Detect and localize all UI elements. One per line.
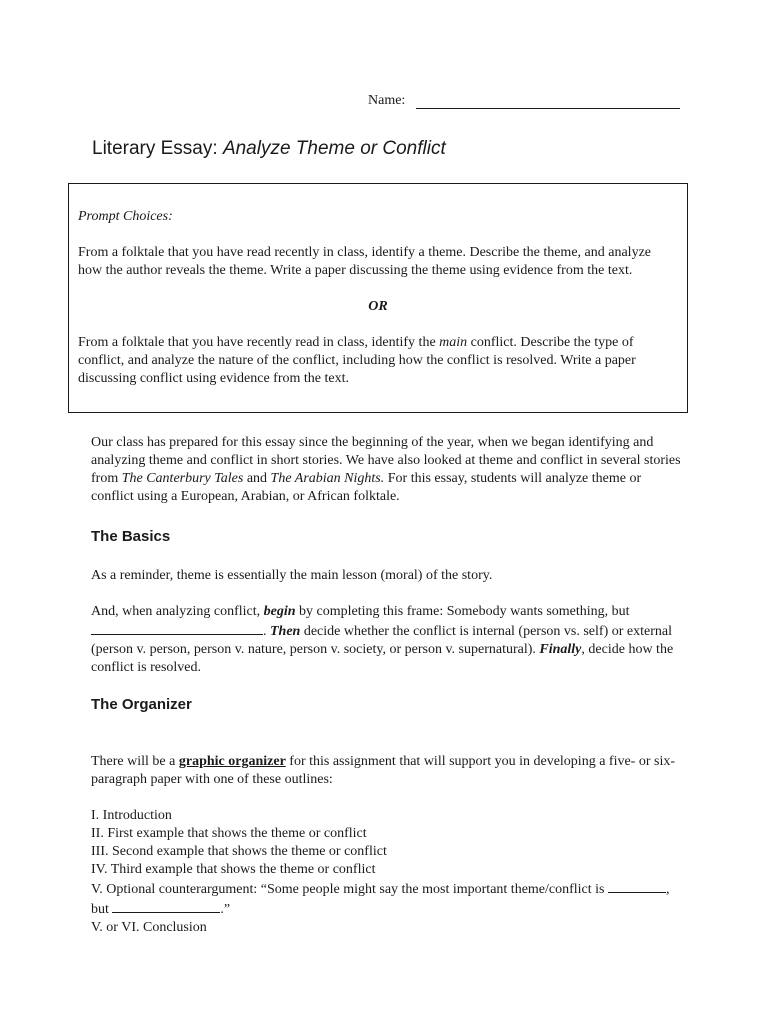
intro-part3: For this essay, students will analyze theme or conflict using a European, Arabian, or African folktale. bbox=[91, 471, 642, 504]
intro-part1: Our class has prepared for this essay since the beginning of the year, when we began identifying and analyzing theme and conflict in short stories. We have also looked at theme and conflict in several stories from bbox=[91, 435, 681, 486]
counter-text-a: V. Optional counterargument: “Some people might say the most important theme/conflict is bbox=[91, 882, 608, 897]
counter-blank-1[interactable] bbox=[608, 879, 666, 893]
name-field[interactable] bbox=[368, 93, 680, 113]
conflict-text-4: decide whether the conflict is internal (person vs. self) or external (person v. person, person v. nature, person v. society, or person v. supernatural). bbox=[91, 624, 672, 657]
choice-two-after: conflict. Describe the type of conflict, and analyze the nature of the conflict, including how the conflict is resolved. Write a paper discussing conflict using evidence from the text. bbox=[78, 335, 636, 386]
finally-emphasis: Finally bbox=[539, 642, 582, 657]
then-emphasis: Then bbox=[270, 624, 301, 639]
organizer-text-2: for this assignment that will support you in developing a five- or six-paragraph paper with one of these outlines: bbox=[91, 754, 675, 787]
title-italic: Analyze Theme or Conflict bbox=[222, 138, 446, 159]
conflict-text-3: . bbox=[263, 624, 270, 639]
graphic-organizer-link[interactable]: graphic organizer bbox=[178, 754, 286, 769]
work-title-arabian: The Arabian Nights. bbox=[270, 471, 385, 486]
outline-item: II. First example that shows the theme or conflict bbox=[91, 826, 367, 841]
name-blank-line[interactable] bbox=[416, 108, 680, 109]
essay-outline bbox=[91, 807, 683, 937]
name-label: Name: bbox=[368, 93, 406, 108]
outline-item: IV. Third example that shows the theme or conflict bbox=[91, 862, 376, 877]
prompt-heading: Prompt Choices: bbox=[78, 209, 173, 224]
choice-two-before: From a folktale that you have recently read in class, identify the bbox=[78, 335, 440, 350]
conflict-text-2: by completing this frame: Somebody wants something, but bbox=[295, 604, 630, 619]
prompt-choice-two bbox=[78, 334, 678, 388]
conflict-text-1: And, when analyzing conflict, bbox=[91, 604, 264, 619]
choice-two-italic: main bbox=[439, 335, 468, 350]
section-heading-basics: The Basics bbox=[91, 528, 171, 545]
page-title bbox=[92, 138, 446, 160]
prompt-separator: OR bbox=[368, 299, 388, 314]
conflict-text-5: , decide how the conflict is resolved. bbox=[91, 642, 674, 675]
work-title-canterbury: The Canterbury Tales bbox=[121, 471, 244, 486]
counter-text-c: .” bbox=[220, 902, 231, 917]
outline-item-counterargument bbox=[91, 879, 683, 919]
organizer-text-1: There will be a bbox=[91, 754, 179, 769]
reminder-text: As a reminder, theme is essentially the main lesson (moral) of the story. bbox=[91, 568, 493, 583]
but-blank-line[interactable] bbox=[91, 621, 263, 635]
begin-emphasis: begin bbox=[263, 604, 296, 619]
intro-paragraph bbox=[91, 434, 683, 506]
title-prefix: Literary Essay: bbox=[92, 138, 223, 159]
counter-text-b: , but bbox=[91, 882, 670, 917]
basics-reminder bbox=[91, 567, 683, 585]
basics-conflict-paragraph bbox=[91, 603, 683, 677]
intro-part2: and bbox=[243, 471, 271, 486]
counter-blank-2[interactable] bbox=[112, 899, 220, 913]
section-heading-organizer: The Organizer bbox=[91, 696, 192, 713]
prompt-choices-box bbox=[68, 183, 688, 413]
outline-item: I. Introduction bbox=[91, 808, 172, 823]
outline-item: III. Second example that shows the theme or conflict bbox=[91, 844, 387, 859]
organizer-paragraph bbox=[91, 753, 683, 789]
prompt-choice-one: From a folktale that you have read recently in class, identify a theme. Describe the theme, and analyze how the author reveals the theme. Write a paper discussing the theme using evidence from the text. bbox=[78, 245, 651, 278]
outline-item: V. or VI. Conclusion bbox=[91, 920, 207, 935]
